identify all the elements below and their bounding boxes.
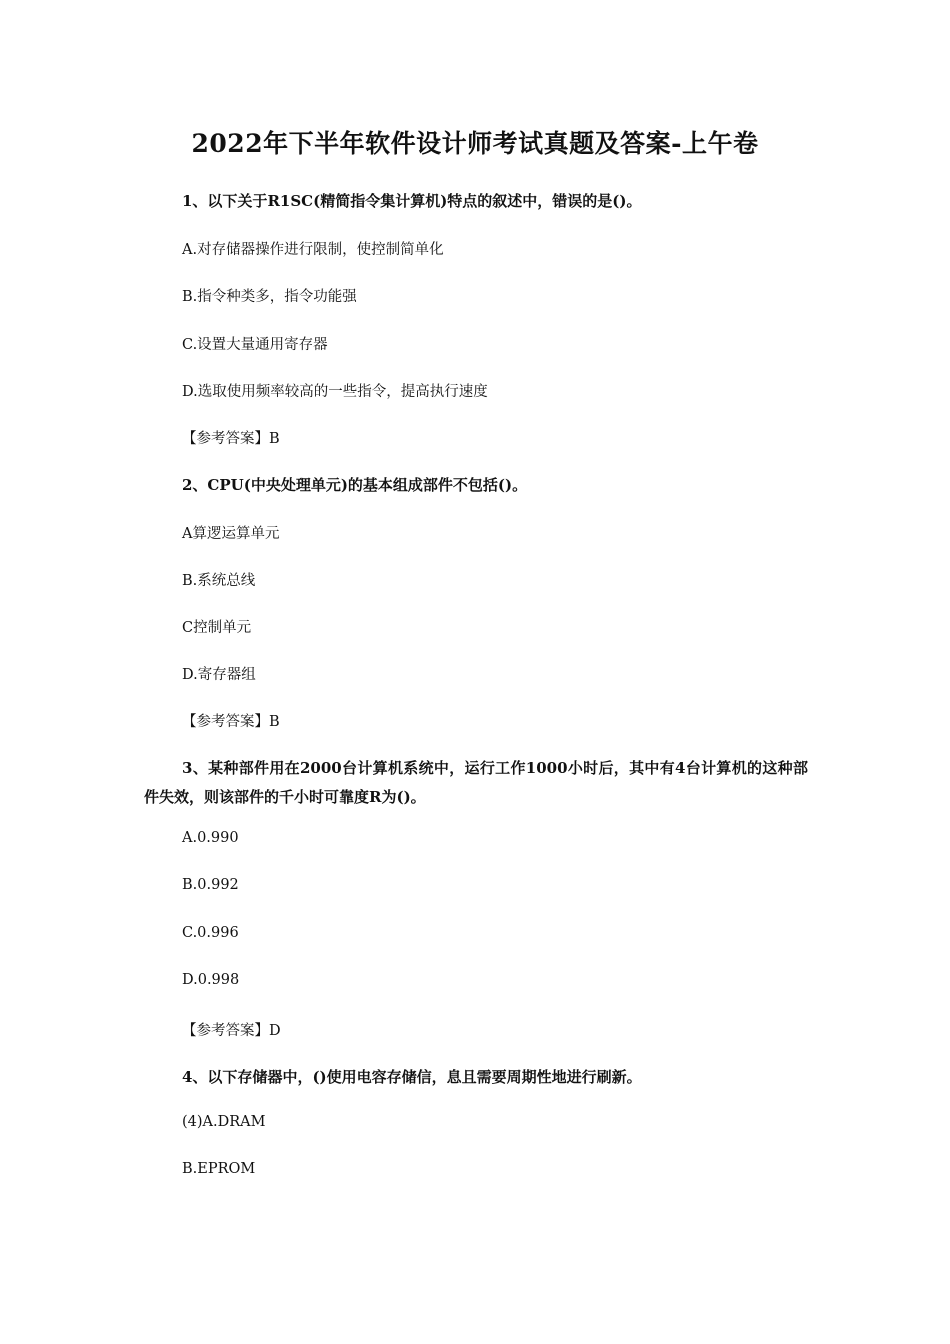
page-title: 2022年下半年软件设计师考试真题及答案-上午卷 bbox=[191, 129, 759, 158]
question-3-option-b: B.0.992 bbox=[182, 877, 239, 893]
question-1-option-d: D.选取使用频率较高的一些指令，提高执行速度 bbox=[182, 384, 488, 400]
question-1-option-c: C.设置大量通用寄存器 bbox=[182, 337, 328, 353]
question-1-option-b: B.指令种类多，指令功能强 bbox=[182, 289, 357, 305]
question-3-option-d: D.0.998 bbox=[182, 972, 240, 988]
question-2-option-a: A算逻运算单元 bbox=[182, 526, 280, 542]
question-4-stem: 4、以下存储器中，()使用电容存储信，息且需要周期性地进行刷新。 bbox=[182, 1068, 642, 1086]
question-3-answer: 【参考答案】D bbox=[182, 1023, 281, 1039]
question-1-option-a: A.对存储器操作进行限制，使控制简单化 bbox=[182, 242, 444, 258]
question-1-stem: 1、以下关于R1SC(精简指令集计算机)特点的叙述中，错误的是()。 bbox=[182, 192, 642, 210]
question-2-answer: 【参考答案】B bbox=[182, 714, 280, 730]
question-2-option-b: B.系统总线 bbox=[182, 573, 256, 589]
question-3-option-a: A.0.990 bbox=[182, 830, 239, 846]
question-2-option-c: C控制单元 bbox=[182, 620, 252, 636]
question-4-option-b: B.EPROM bbox=[182, 1161, 256, 1177]
question-2-stem: 2、CPU(中央处理单元)的基本组成部件不包括()。 bbox=[182, 476, 528, 494]
question-3-stem: 3、某种部件用在2000台计算机系统中，运行工作1000小时后，其中有4台计算机的这种部件失效，则该部件的千小时可靠度R为()。 bbox=[144, 759, 808, 806]
question-3-option-c: C.0.996 bbox=[182, 925, 239, 941]
question-1-answer: 【参考答案】B bbox=[182, 431, 280, 447]
question-4-option-a: (4)A.DRAM bbox=[182, 1114, 266, 1130]
question-2-option-d: D.寄存器组 bbox=[182, 667, 256, 683]
